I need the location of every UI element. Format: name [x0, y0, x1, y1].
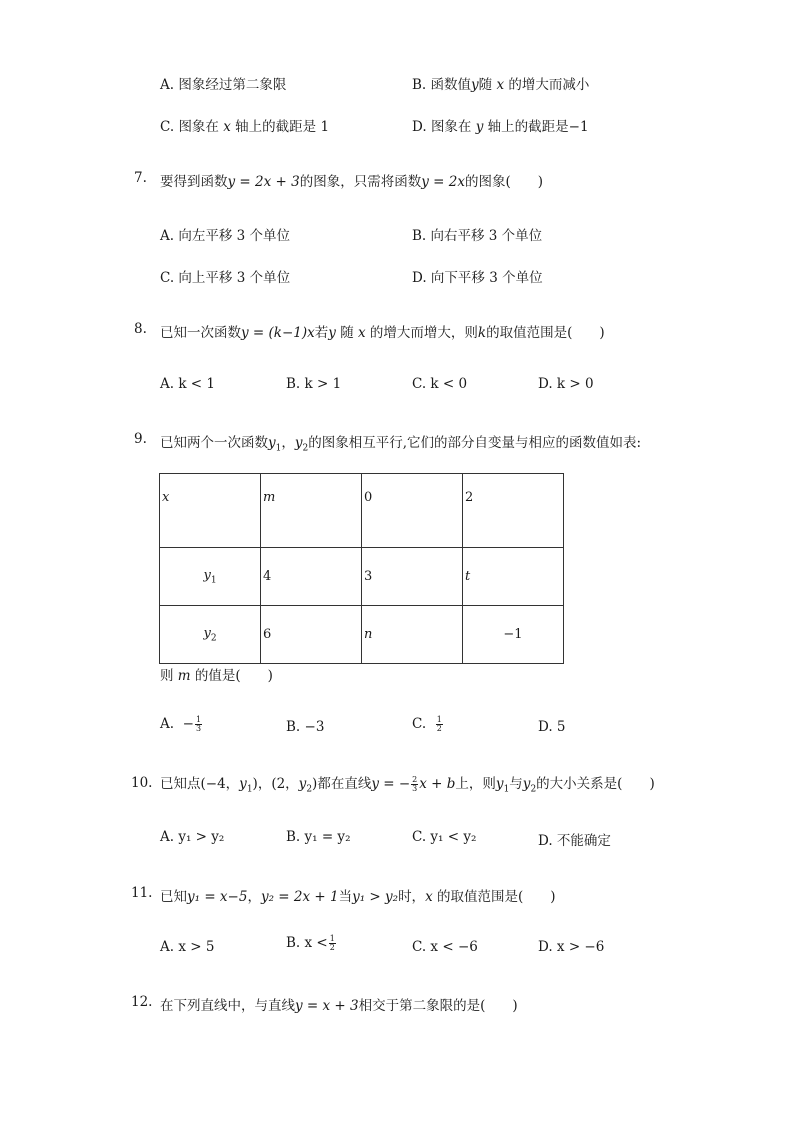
q7-option-a: A. 向左平移 3 个单位: [160, 228, 291, 244]
q8-stem: 已知一次函数y = (k−1)x若y 随 x 的增大而增大，则k的取值范围是( ): [160, 325, 605, 341]
q7-option-b: B. 向右平移 3 个单位: [412, 228, 543, 244]
table-row: [160, 606, 564, 664]
q9-number: 9.: [134, 431, 147, 447]
q9-option-c: C. $\frac{1}{2}$: [412, 715, 442, 733]
table-cell: x: [160, 474, 261, 548]
table-cell: t: [463, 548, 564, 606]
table-cell: 6: [261, 606, 362, 664]
q9-question: 则 m 的值是( ): [160, 668, 273, 684]
q7-option-c: C. 向上平移 3 个单位: [160, 270, 291, 286]
q10-option-b: B. y₁ = y₂: [286, 829, 351, 845]
q9-value-table: [159, 473, 564, 664]
q7-stem: 要得到函数y = 2x + 3的图象，只需将函数y = 2x的图象( ): [160, 174, 543, 190]
q11-option-a: A. x > 5: [160, 939, 215, 955]
table-cell: −1: [463, 606, 564, 664]
q8-number: 8.: [134, 321, 147, 337]
q8-option-c: C. k < 0: [412, 376, 468, 392]
q9-option-d: D. 5: [538, 719, 566, 735]
table-cell: n: [362, 606, 463, 664]
table-cell: 4: [261, 548, 362, 606]
q6-option-a: A. 图象经过第二象限: [160, 77, 287, 93]
table-cell: 2: [463, 474, 564, 548]
q8-option-a: A. k < 1: [160, 376, 215, 392]
q8-option-b: B. k > 1: [286, 376, 342, 392]
table-cell: 0: [362, 474, 463, 548]
q12-stem: 在下列直线中，与直线y = x + 3相交于第二象限的是( ): [160, 998, 518, 1014]
q10-option-d: D. 不能确定: [538, 833, 611, 849]
q6-option-c: C. 图象在 x 轴上的截距是 1: [160, 119, 330, 135]
q11-option-b: B. x < $\frac{1}{2}$: [286, 934, 335, 952]
q7-number: 7.: [134, 170, 147, 186]
q11-stem: 已知y₁ = x−5，y₂ = 2x + 1当y₁ > y₂时，x 的取值范围是( ): [160, 889, 556, 905]
table-row: [160, 548, 564, 606]
q9-option-b: B. −3: [286, 719, 325, 735]
table-cell: 3: [362, 548, 463, 606]
q6-option-b: B. 函数值y随 x 的增大而减小: [412, 77, 590, 93]
q8-option-d: D. k > 0: [538, 376, 594, 392]
table-cell: m: [261, 474, 362, 548]
q10-option-a: A. y₁ > y₂: [160, 829, 225, 845]
q9-stem: 已知两个一次函数$y_1$，$y_2$的图象相互平行,它们的部分自变量与相应的函数值如表:: [160, 435, 642, 454]
q11-option-d: D. x > −6: [538, 939, 605, 955]
q9-option-a: A. − $\frac{1}{3}$: [160, 715, 202, 733]
q10-number: 10.: [131, 775, 153, 791]
q10-option-c: C. y₁ < y₂: [412, 829, 477, 845]
table-row: [160, 474, 564, 548]
q11-number: 11.: [131, 885, 153, 901]
table-cell: $y_1$: [160, 548, 261, 606]
q12-number: 12.: [131, 994, 153, 1010]
q6-option-d: D. 图象在 y 轴上的截距是−1: [412, 119, 589, 135]
table-cell: $y_2$: [160, 606, 261, 664]
q7-option-d: D. 向下平移 3 个单位: [412, 270, 543, 286]
q11-option-c: C. x < −6: [412, 939, 478, 955]
q10-stem: 已知点(−4，$y_1$)，(2，$y_2$)都在直线y = − $\frac{2}{3}$ x + b上，则$y_1$与$y_2$的大小关系是( ): [160, 775, 655, 795]
